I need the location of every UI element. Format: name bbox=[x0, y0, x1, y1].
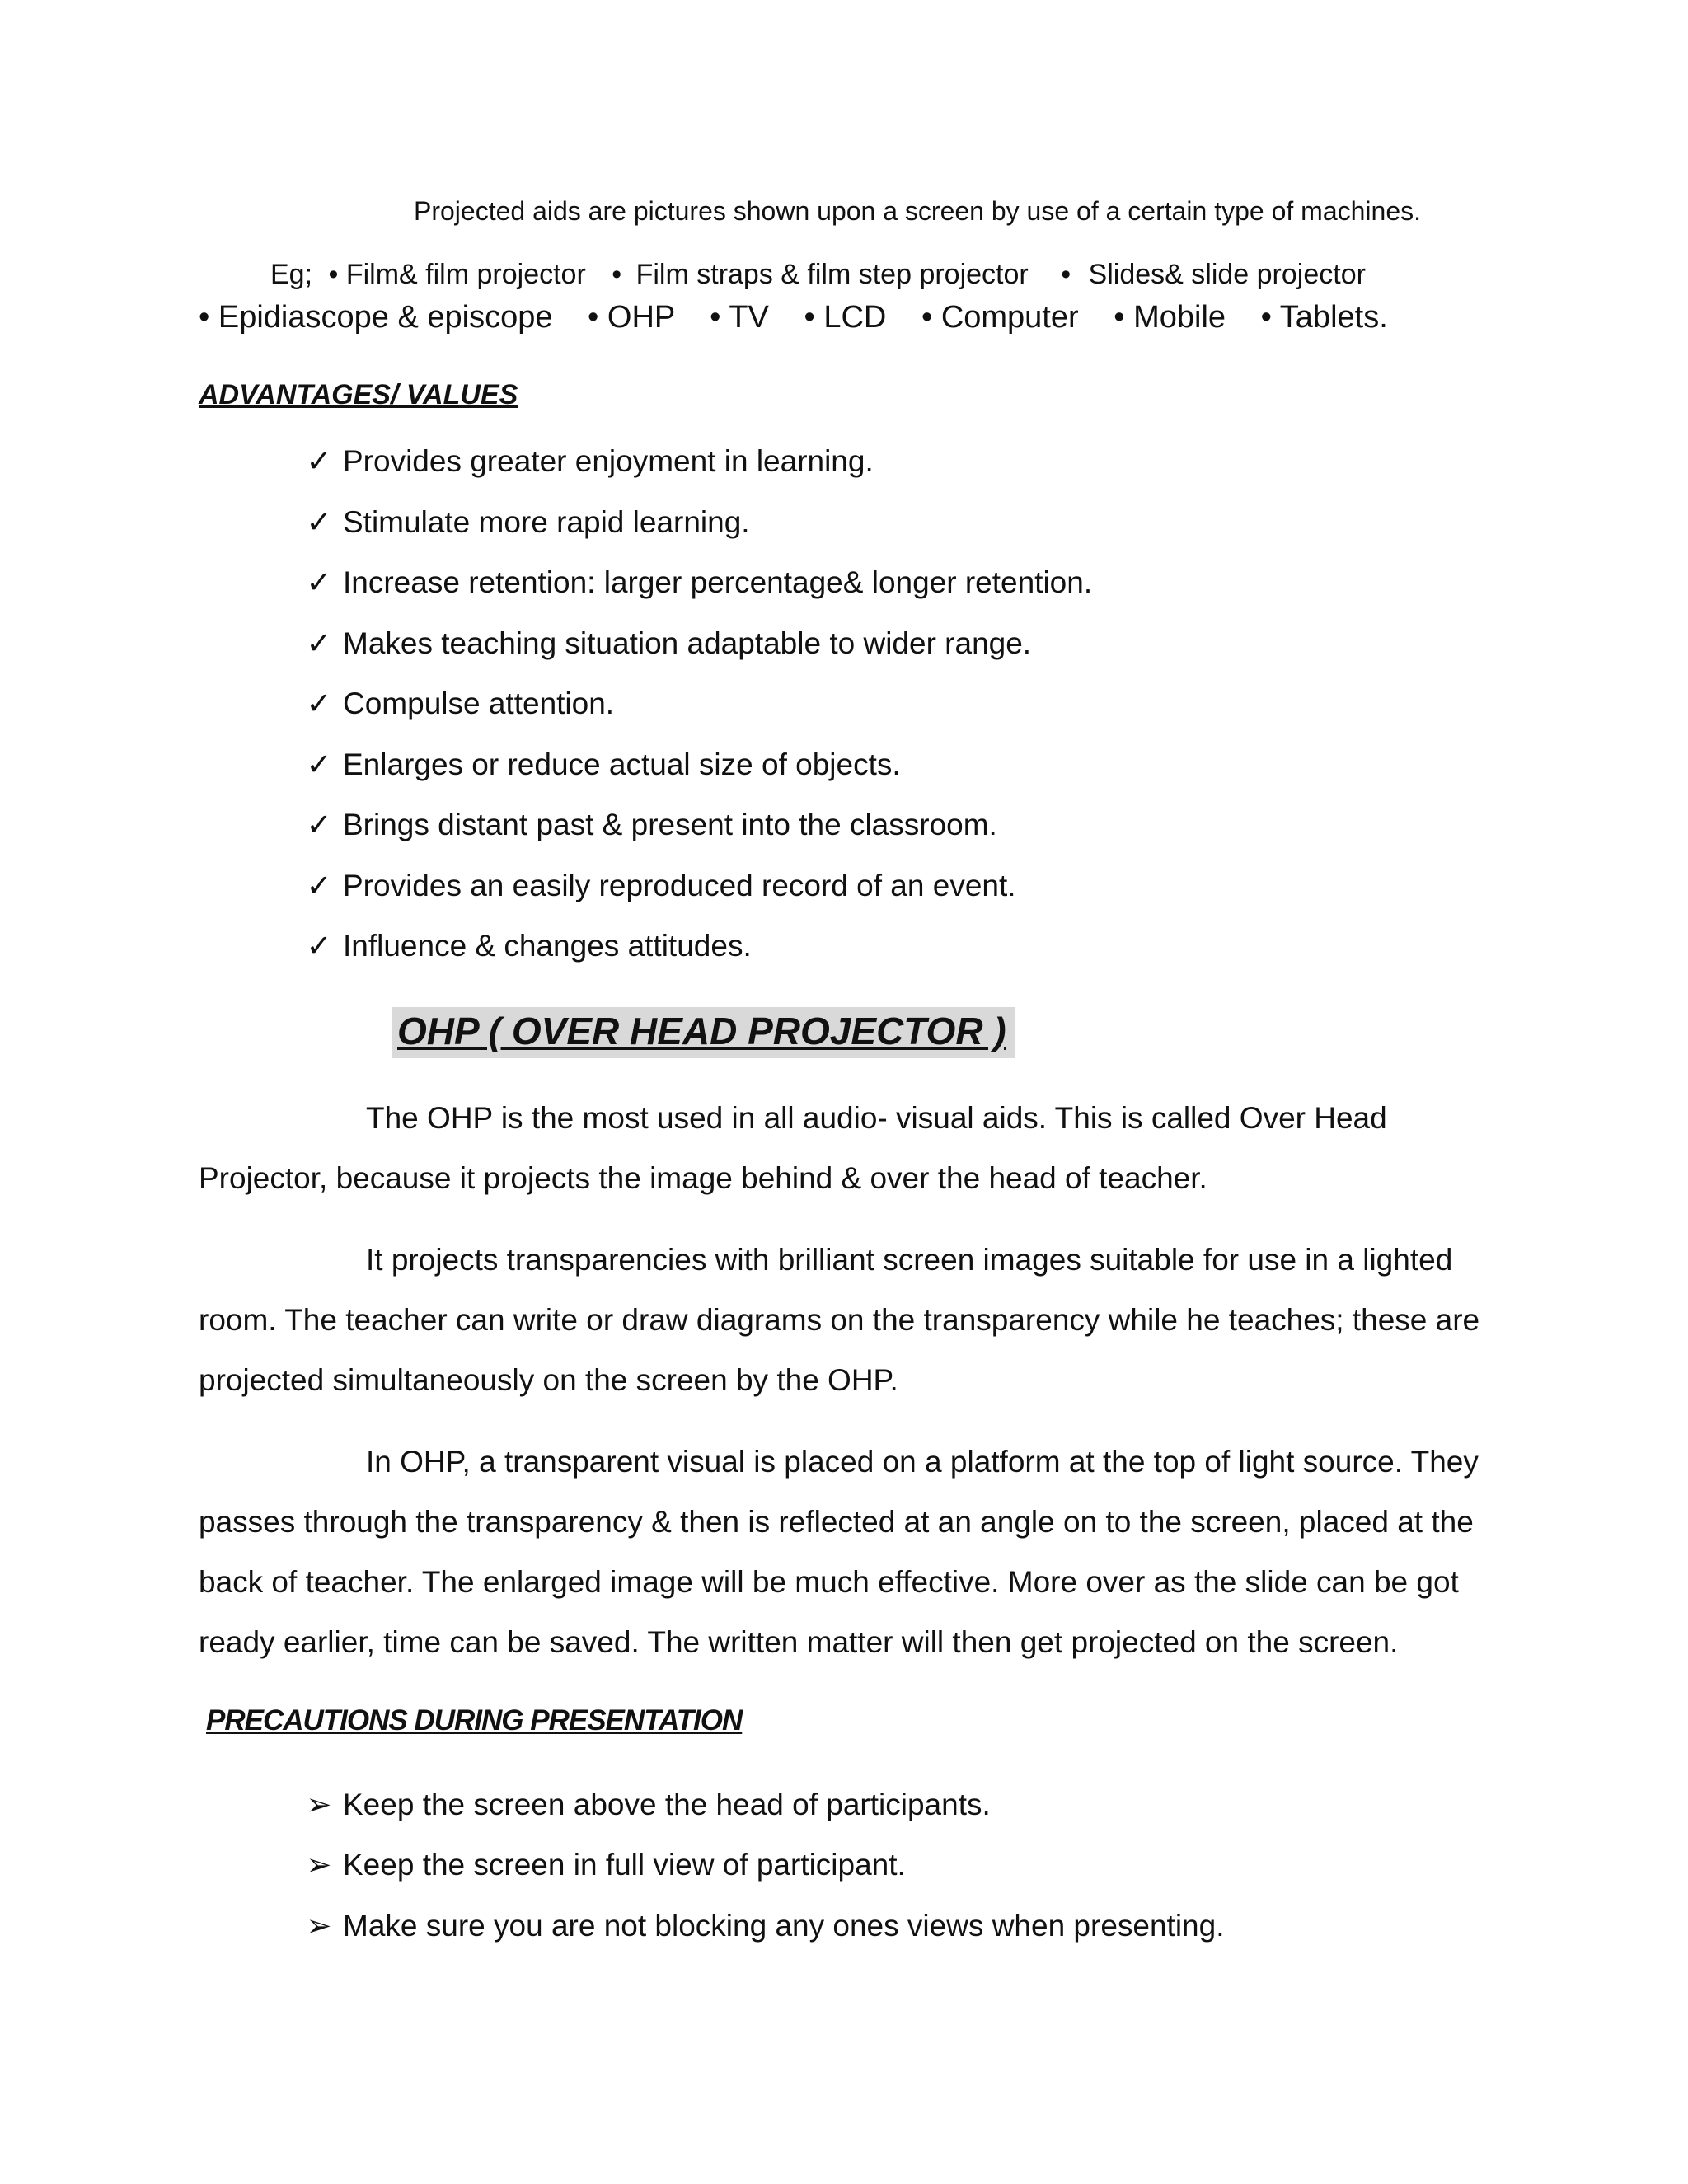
example-item: OHP bbox=[607, 300, 675, 335]
checkmark-icon: ✓ bbox=[306, 869, 332, 902]
bullet-icon: • bbox=[1114, 300, 1125, 335]
bullet-icon: • bbox=[612, 259, 622, 290]
arrow-bullet-icon: ➢ bbox=[306, 1788, 332, 1821]
intro-text: Projected aids are pictures shown upon a screen by use of a certain type of machines. bbox=[414, 196, 1422, 226]
advantage-text: Increase retention: larger percentage& longer retention. bbox=[343, 565, 1093, 599]
examples-row-1 bbox=[270, 259, 1366, 291]
example-item: Film& film projector bbox=[345, 259, 586, 290]
ohp-paragraph: The OHP is the most used in all audio- visual aids. This is called Over Head Projector, because it projects the image behind & over the head of teacher. bbox=[199, 1101, 1387, 1195]
example-item: Epidiascope & episcope bbox=[218, 300, 553, 335]
precaution-item bbox=[295, 1787, 991, 1822]
checkmark-icon: ✓ bbox=[306, 929, 332, 963]
advantage-item bbox=[295, 868, 1016, 903]
example-item: Film straps & film step projector bbox=[635, 259, 1029, 290]
advantage-item bbox=[295, 807, 997, 842]
advantage-text: Stimulate more rapid learning. bbox=[343, 505, 750, 539]
checkmark-icon: ✓ bbox=[306, 444, 332, 478]
checkmark-icon: ✓ bbox=[306, 748, 332, 781]
precaution-item bbox=[295, 1908, 1225, 1943]
advantage-text: Provides an easily reproduced record of an event. bbox=[343, 869, 1016, 902]
bullet-icon: • bbox=[1061, 259, 1071, 290]
checkmark-icon: ✓ bbox=[306, 505, 332, 539]
ohp-title: OHP ( OVER HEAD PROJECTOR ) bbox=[392, 1007, 1015, 1058]
example-item: Computer bbox=[940, 300, 1079, 335]
advantage-item bbox=[295, 565, 1092, 600]
bullet-icon: • bbox=[328, 259, 339, 290]
bullet-icon: • bbox=[588, 300, 599, 335]
bullet-icon: • bbox=[921, 300, 933, 335]
examples-row-2 bbox=[199, 300, 1388, 335]
bullet-icon: • bbox=[804, 300, 815, 335]
checkmark-icon: ✓ bbox=[306, 687, 332, 720]
bullet-icon: • bbox=[710, 300, 721, 335]
ohp-paragraph: In OHP, a transparent visual is placed on a platform at the top of light source. They passes through the transparency & then is reflected at an angle on to the screen, placed at the back of teacher. The enlarged image will be much effective. More over as the slide can be got ready earlier, time can be saved. The written matter will then get projected on the screen. bbox=[199, 1445, 1479, 1659]
advantage-text: Brings distant past & present into the classroom. bbox=[343, 808, 997, 841]
ohp-paragraph: It projects transparencies with brilliant screen images suitable for use in a lighted room. The teacher can write or draw diagrams on the transparency while he teaches; these are projected simultaneously on the screen by the OHP. bbox=[199, 1243, 1480, 1397]
arrow-bullet-icon: ➢ bbox=[306, 1909, 332, 1943]
checkmark-icon: ✓ bbox=[306, 808, 332, 841]
advantage-item bbox=[295, 686, 614, 721]
example-item: TV bbox=[729, 300, 769, 335]
example-item: Mobile bbox=[1133, 300, 1226, 335]
precaution-text: Make sure you are not blocking any ones views when presenting. bbox=[343, 1909, 1225, 1943]
bullet-icon: • bbox=[199, 300, 210, 335]
checkmark-icon: ✓ bbox=[306, 565, 332, 599]
advantage-item bbox=[295, 747, 901, 782]
advantage-item bbox=[295, 928, 752, 963]
checkmark-icon: ✓ bbox=[306, 626, 332, 660]
precautions-heading: PRECAUTIONS DURING PRESENTATION bbox=[206, 1704, 743, 1736]
precaution-text: Keep the screen in full view of participant. bbox=[343, 1848, 906, 1882]
example-item: Tablets. bbox=[1279, 300, 1388, 335]
example-item: LCD bbox=[823, 300, 887, 335]
advantage-text: Enlarges or reduce actual size of objects. bbox=[343, 748, 901, 781]
precaution-text: Keep the screen above the head of participants. bbox=[343, 1788, 991, 1821]
examples-prefix: Eg; bbox=[270, 259, 313, 290]
bullet-icon: • bbox=[1260, 300, 1272, 335]
advantage-item bbox=[295, 443, 874, 479]
advantage-item bbox=[295, 504, 750, 540]
arrow-bullet-icon: ➢ bbox=[306, 1848, 332, 1882]
advantage-text: Influence & changes attitudes. bbox=[343, 929, 752, 963]
advantage-text: Compulse attention. bbox=[343, 687, 615, 720]
advantage-text: Makes teaching situation adaptable to wider range. bbox=[343, 626, 1032, 660]
precaution-item bbox=[295, 1847, 906, 1882]
advantages-heading: ADVANTAGES/ VALUES bbox=[199, 379, 518, 410]
example-item: Slides& slide projector bbox=[1088, 259, 1366, 290]
advantage-text: Provides greater enjoyment in learning. bbox=[343, 444, 874, 478]
advantage-item bbox=[295, 626, 1031, 661]
